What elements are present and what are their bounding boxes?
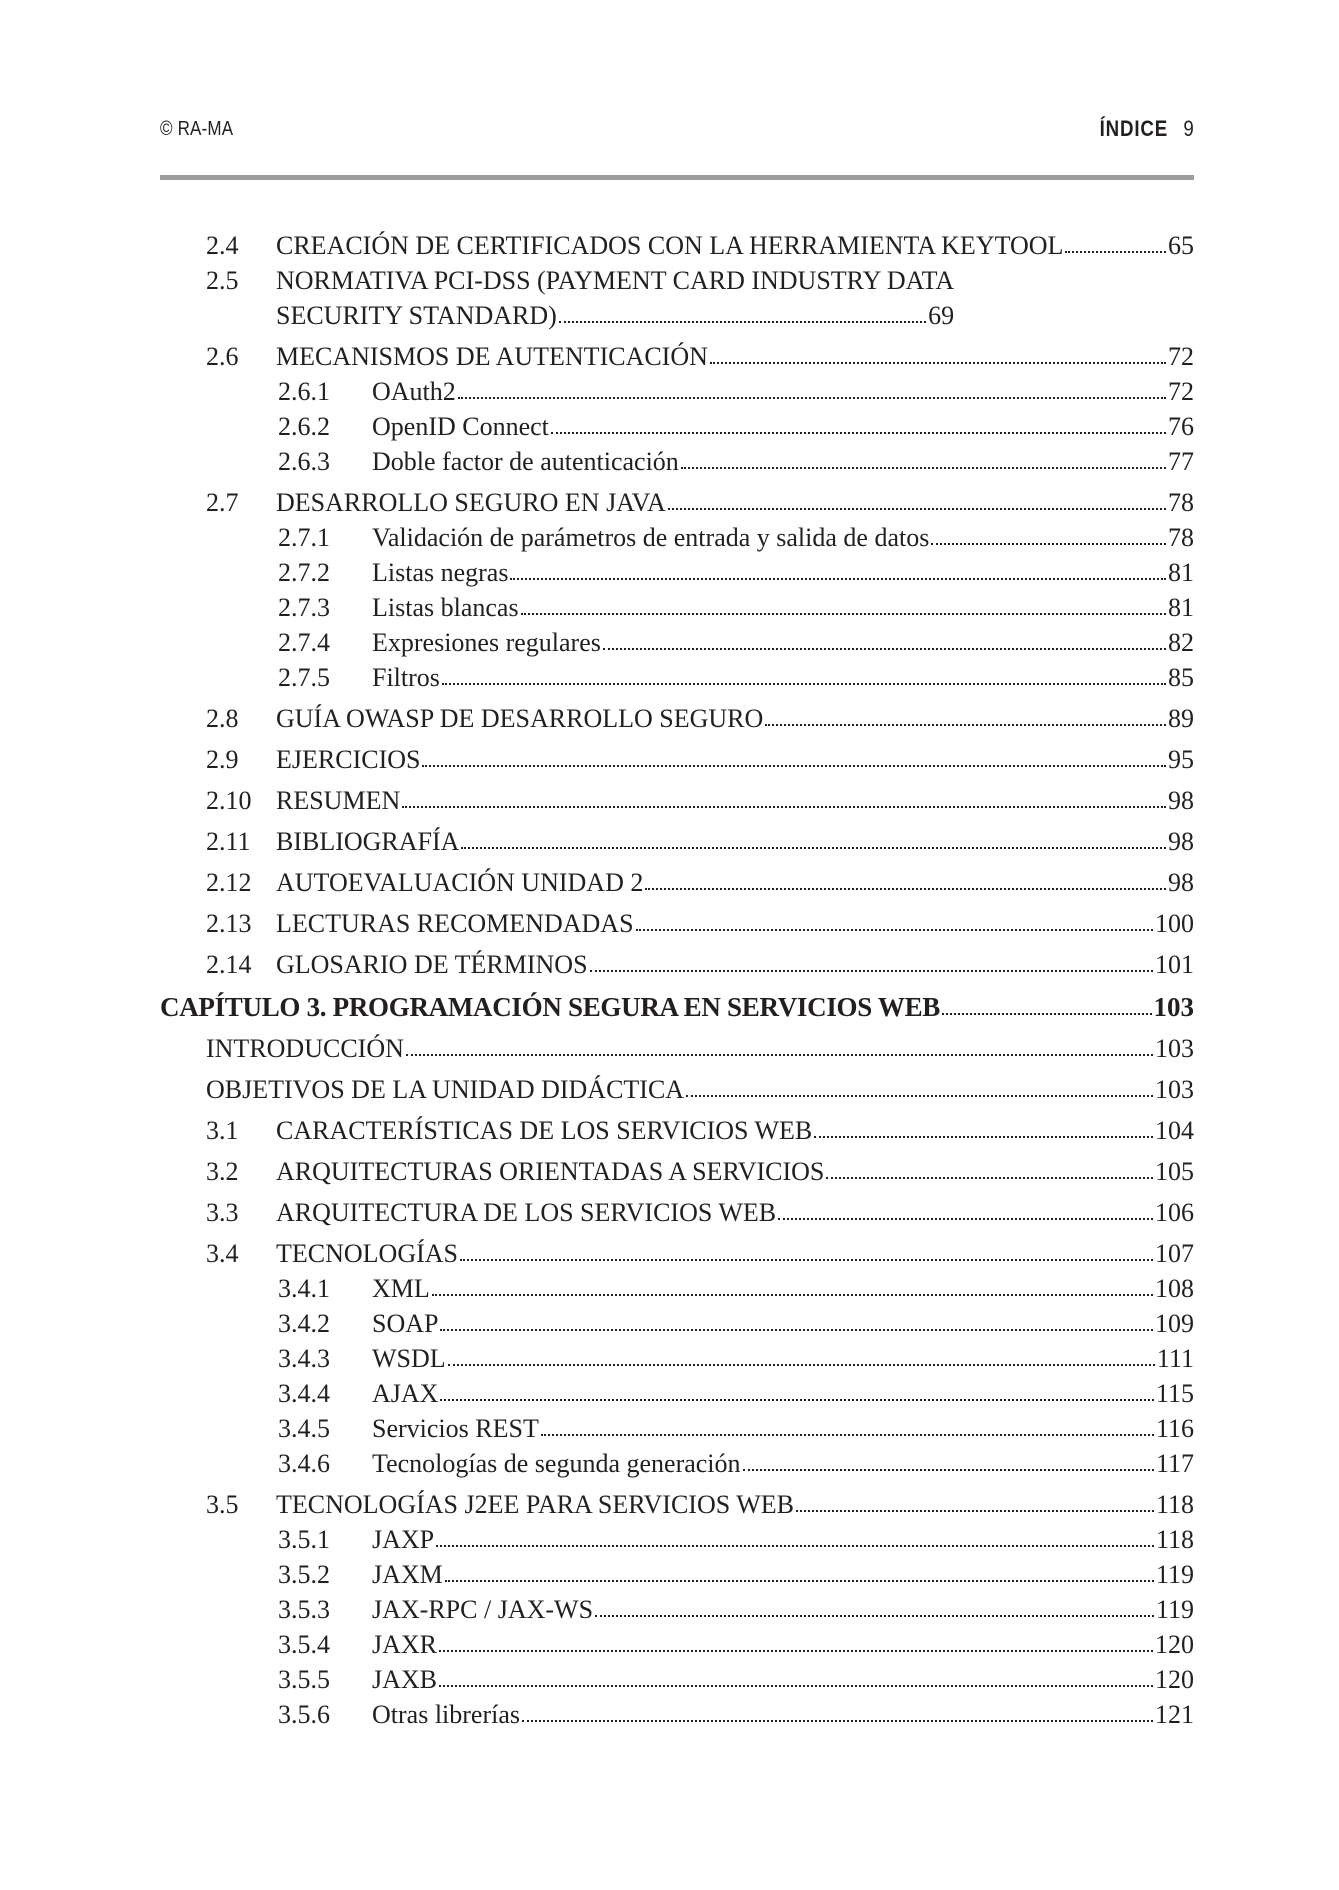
toc-entry bbox=[160, 1236, 1194, 1271]
dot-leader bbox=[743, 1469, 1154, 1471]
toc-entry-number: 3.4.5 bbox=[278, 1414, 330, 1443]
toc-entry bbox=[160, 1072, 1194, 1107]
dot-leader bbox=[668, 508, 1166, 510]
toc-entry-page: 103 bbox=[1153, 992, 1194, 1022]
dot-leader bbox=[931, 543, 1166, 545]
toc-entry-page: 105 bbox=[1155, 1157, 1194, 1186]
toc-entry-title: Servicios REST bbox=[372, 1414, 539, 1443]
toc-entry-number: 2.7.5 bbox=[278, 663, 330, 692]
toc-entry-number: 2.7.4 bbox=[278, 628, 330, 657]
toc-entry-number: 3.5 bbox=[206, 1490, 239, 1519]
toc-entry bbox=[160, 1411, 1194, 1446]
dot-leader bbox=[406, 1054, 1153, 1056]
toc-entry-number: 2.10 bbox=[206, 786, 252, 815]
toc-entry-title: LECTURAS RECOMENDADAS bbox=[276, 909, 634, 938]
toc-entry-number: 3.5.4 bbox=[278, 1630, 330, 1659]
toc-entry-title: EJERCICIOS bbox=[276, 745, 421, 774]
dot-leader bbox=[559, 321, 926, 323]
toc-entry-title: BIBLIOGRAFÍA bbox=[276, 827, 460, 856]
toc-entry-number: 3.5.3 bbox=[278, 1595, 330, 1624]
toc-entry bbox=[160, 485, 1194, 520]
toc-entry bbox=[160, 1592, 1194, 1627]
toc-entry-number: 2.14 bbox=[206, 950, 252, 979]
toc-entry-title: DESARROLLO SEGURO EN JAVA bbox=[276, 488, 666, 517]
toc-entry-title: JAXM bbox=[372, 1560, 443, 1589]
dot-leader bbox=[541, 1434, 1154, 1436]
toc-entry-title: NORMATIVA PCI-DSS (PAYMENT CARD INDUSTRY DATA bbox=[276, 266, 955, 295]
toc-entry-number: 2.7 bbox=[206, 488, 239, 517]
toc-entry-page: 121 bbox=[1155, 1700, 1194, 1729]
toc-entry-number: 3.1 bbox=[206, 1116, 239, 1145]
toc-entry-number: 2.7.3 bbox=[278, 593, 330, 622]
toc-entry bbox=[160, 1341, 1194, 1376]
toc-entry-title: INTRODUCCIÓN bbox=[206, 1034, 404, 1063]
toc-entry-title: OBJETIVOS DE LA UNIDAD DIDÁCTICA bbox=[206, 1075, 685, 1104]
toc-entry-number: 3.2 bbox=[206, 1157, 239, 1186]
toc-entry-page: 116 bbox=[1155, 1414, 1194, 1443]
dot-leader bbox=[522, 1720, 1153, 1722]
toc-entry-page: 77 bbox=[1168, 447, 1194, 476]
dot-leader bbox=[461, 847, 1166, 849]
dot-leader bbox=[521, 613, 1166, 615]
toc-entry-page: 82 bbox=[1168, 628, 1194, 657]
toc-entry-title: JAXR bbox=[372, 1630, 438, 1659]
toc-entry-number: 2.7.1 bbox=[278, 523, 330, 552]
dot-leader bbox=[590, 970, 1153, 972]
toc-entry-number: 3.4.1 bbox=[278, 1274, 330, 1303]
toc-entry bbox=[160, 339, 1194, 374]
section-title: ÍNDICE bbox=[1099, 116, 1169, 141]
toc-entry-title: RESUMEN bbox=[276, 786, 401, 815]
toc-entry-page: 78 bbox=[1168, 488, 1194, 517]
toc-entry bbox=[160, 660, 1194, 695]
toc-entry-title: CARACTERÍSTICAS DE LOS SERVICIOS WEB bbox=[276, 1116, 813, 1145]
toc-entry bbox=[160, 1306, 1194, 1341]
dot-leader bbox=[458, 397, 1166, 399]
toc-entry-title: OpenID Connect bbox=[372, 412, 549, 441]
toc-entry-number: 3.4.2 bbox=[278, 1309, 330, 1338]
toc-entry-page: 119 bbox=[1155, 1595, 1194, 1624]
toc-entry-title: Doble factor de autenticación bbox=[372, 447, 679, 476]
toc-entry-page: 95 bbox=[1168, 745, 1194, 774]
dot-leader bbox=[402, 806, 1166, 808]
dot-leader bbox=[440, 1399, 1154, 1401]
dot-leader bbox=[765, 724, 1166, 726]
toc-chapter bbox=[160, 990, 1194, 1025]
toc-entry bbox=[160, 783, 1194, 818]
dot-leader bbox=[636, 929, 1153, 931]
toc-entry-page: 117 bbox=[1155, 1449, 1194, 1478]
dot-leader bbox=[445, 1580, 1154, 1582]
toc-entry-number: 2.8 bbox=[206, 704, 239, 733]
toc-entry bbox=[160, 625, 1194, 660]
toc-entry-title: GLOSARIO DE TÉRMINOS bbox=[276, 950, 588, 979]
toc-entry-number: 3.4.6 bbox=[278, 1449, 330, 1478]
toc-entry-number: 2.11 bbox=[206, 827, 251, 856]
toc-entry-number: 3.5.5 bbox=[278, 1665, 330, 1694]
toc-entry-page: 118 bbox=[1155, 1525, 1194, 1554]
toc-entry-page: 76 bbox=[1168, 412, 1194, 441]
toc-entry-page: 85 bbox=[1168, 663, 1194, 692]
dot-leader bbox=[595, 1615, 1154, 1617]
toc-entry bbox=[160, 906, 1194, 941]
toc-entry-title: AJAX bbox=[372, 1379, 439, 1408]
toc-entry-page: 104 bbox=[1155, 1116, 1194, 1145]
dot-leader bbox=[442, 683, 1166, 685]
toc-entry-page: 106 bbox=[1155, 1198, 1194, 1227]
toc-entry bbox=[160, 1662, 1194, 1697]
toc-entry-page: 115 bbox=[1155, 1379, 1194, 1408]
toc-entry-number: 2.7.2 bbox=[278, 558, 330, 587]
toc-entry bbox=[160, 1113, 1194, 1148]
toc-entry bbox=[160, 1031, 1194, 1066]
toc-entry-page: 69 bbox=[928, 301, 955, 330]
dot-leader bbox=[439, 1685, 1153, 1687]
toc-entry bbox=[160, 1697, 1194, 1732]
table-of-contents bbox=[160, 228, 1194, 1732]
toc-entry-title: ARQUITECTURAS ORIENTADAS A SERVICIOS bbox=[276, 1157, 825, 1186]
toc-entry-page: 72 bbox=[1168, 377, 1194, 406]
toc-entry-title: GUÍA OWASP DE DESARROLLO SEGURO bbox=[276, 704, 764, 733]
toc-entry-page: 118 bbox=[1155, 1490, 1194, 1519]
toc-entry-title: SOAP bbox=[372, 1309, 439, 1338]
toc-entry-page: 101 bbox=[1155, 950, 1194, 979]
running-header bbox=[160, 112, 1194, 152]
toc-entry-number: 2.6.1 bbox=[278, 377, 330, 406]
toc-entry-page: 111 bbox=[1156, 1344, 1194, 1373]
toc-entry-number: 2.9 bbox=[206, 745, 239, 774]
toc-entry-page: 72 bbox=[1168, 342, 1194, 371]
toc-entry bbox=[160, 520, 1194, 555]
toc-entry-title: Validación de parámetros de entrada y salida de datos bbox=[372, 523, 930, 552]
dot-leader bbox=[603, 648, 1166, 650]
toc-entry-title: Tecnologías de segunda generación bbox=[372, 1449, 741, 1478]
dot-leader bbox=[778, 1218, 1153, 1220]
dot-leader bbox=[710, 362, 1166, 364]
toc-entry-page: 119 bbox=[1155, 1560, 1194, 1589]
toc-entry-title: TECNOLOGÍAS J2EE PARA SERVICIOS WEB bbox=[276, 1490, 794, 1519]
dot-leader bbox=[439, 1650, 1153, 1652]
toc-entry bbox=[160, 409, 1194, 444]
toc-entry-title: CAPÍTULO 3. PROGRAMACIÓN SEGURA EN SERVICIOS WEB bbox=[160, 992, 941, 1022]
page-number: 9 bbox=[1183, 116, 1194, 141]
toc-entry bbox=[160, 263, 1194, 333]
toc-entry-number: 3.5.2 bbox=[278, 1560, 330, 1589]
toc-entry-title: CREACIÓN DE CERTIFICADOS CON LA HERRAMIENTA KEYTOOL bbox=[276, 231, 1064, 260]
dot-leader bbox=[432, 1294, 1153, 1296]
dot-leader bbox=[440, 1329, 1153, 1331]
toc-entry bbox=[160, 1522, 1194, 1557]
toc-entry-title: WSDL bbox=[372, 1344, 446, 1373]
toc-entry-number: 2.6.2 bbox=[278, 412, 330, 441]
toc-entry-title: Filtros bbox=[372, 663, 440, 692]
toc-entry-page: 98 bbox=[1168, 868, 1194, 897]
toc-entry-title-cont: SECURITY STANDARD) bbox=[276, 301, 557, 330]
toc-entry-number: 3.3 bbox=[206, 1198, 239, 1227]
publisher-mark: © RA-MA bbox=[160, 118, 234, 140]
toc-entry bbox=[160, 1271, 1194, 1306]
dot-leader bbox=[551, 432, 1166, 434]
toc-entry-title: Expresiones regulares bbox=[372, 628, 601, 657]
toc-entry-title: Otras librerías bbox=[372, 1700, 521, 1729]
dot-leader bbox=[942, 1013, 1151, 1015]
dot-leader bbox=[422, 765, 1166, 767]
toc-entry-title: TECNOLOGÍAS bbox=[276, 1239, 458, 1268]
dot-leader bbox=[436, 1545, 1154, 1547]
dot-leader bbox=[460, 1259, 1153, 1261]
dot-leader bbox=[814, 1136, 1153, 1138]
toc-entry-page: 65 bbox=[1168, 231, 1194, 260]
toc-entry-page: 103 bbox=[1155, 1075, 1194, 1104]
toc-entry-number: 2.12 bbox=[206, 868, 252, 897]
toc-entry-page: 120 bbox=[1155, 1665, 1194, 1694]
toc-entry bbox=[160, 228, 1194, 263]
toc-entry bbox=[160, 555, 1194, 590]
toc-entry-number: 2.4 bbox=[206, 231, 239, 260]
toc-entry bbox=[160, 1627, 1194, 1662]
toc-entry-number: 2.5 bbox=[206, 266, 239, 295]
toc-entry-number: 3.4.4 bbox=[278, 1379, 330, 1408]
toc-entry-number: 3.4.3 bbox=[278, 1344, 330, 1373]
toc-entry-number: 2.6.3 bbox=[278, 447, 330, 476]
toc-entry bbox=[160, 1154, 1194, 1189]
toc-entry bbox=[160, 701, 1194, 736]
toc-entry-title: Listas negras bbox=[372, 558, 509, 587]
toc-entry-page: 98 bbox=[1168, 827, 1194, 856]
toc-entry-number: 2.6 bbox=[206, 342, 239, 371]
header-rule bbox=[160, 175, 1194, 180]
dot-leader bbox=[645, 888, 1166, 890]
toc-entry bbox=[160, 742, 1194, 777]
toc-entry bbox=[160, 1557, 1194, 1592]
toc-entry-title: OAuth2 bbox=[372, 377, 456, 406]
toc-entry-title: JAX-RPC / JAX-WS bbox=[372, 1595, 594, 1624]
toc-entry-page: 98 bbox=[1168, 786, 1194, 815]
toc-entry bbox=[160, 1376, 1194, 1411]
toc-entry-page: 89 bbox=[1168, 704, 1194, 733]
toc-entry-page: 78 bbox=[1168, 523, 1194, 552]
toc-entry-page: 100 bbox=[1155, 909, 1194, 938]
toc-entry-title: XML bbox=[372, 1274, 430, 1303]
toc-entry-page: 107 bbox=[1155, 1239, 1194, 1268]
toc-entry-title: AUTOEVALUACIÓN UNIDAD 2 bbox=[276, 868, 644, 897]
toc-entry-page: 103 bbox=[1155, 1034, 1194, 1063]
toc-entry-title: MECANISMOS DE AUTENTICACIÓN bbox=[276, 342, 708, 371]
dot-leader bbox=[510, 578, 1166, 580]
toc-entry bbox=[160, 374, 1194, 409]
toc-entry-page: 108 bbox=[1155, 1274, 1194, 1303]
toc-entry bbox=[160, 947, 1194, 982]
section-heading bbox=[1100, 116, 1194, 142]
dot-leader bbox=[1065, 251, 1166, 253]
toc-entry-number: 3.4 bbox=[206, 1239, 239, 1268]
toc-entry bbox=[160, 1487, 1194, 1522]
toc-entry-number: 2.13 bbox=[206, 909, 252, 938]
toc-entry-title: JAXP bbox=[372, 1525, 435, 1554]
dot-leader bbox=[686, 1095, 1153, 1097]
toc-entry bbox=[160, 444, 1194, 479]
toc-entry-title: Listas blancas bbox=[372, 593, 519, 622]
dot-leader bbox=[826, 1177, 1153, 1179]
toc-entry-number: 3.5.1 bbox=[278, 1525, 330, 1554]
toc-entry bbox=[160, 590, 1194, 625]
toc-entry bbox=[160, 1195, 1194, 1230]
toc-entry bbox=[160, 824, 1194, 859]
dot-leader bbox=[681, 467, 1166, 469]
dot-leader bbox=[448, 1364, 1155, 1366]
dot-leader bbox=[796, 1510, 1154, 1512]
toc-entry-number: 3.5.6 bbox=[278, 1700, 330, 1729]
toc-entry-title: JAXB bbox=[372, 1665, 438, 1694]
toc-entry-page: 81 bbox=[1168, 558, 1194, 587]
toc-entry-title: ARQUITECTURA DE LOS SERVICIOS WEB bbox=[276, 1198, 777, 1227]
toc-entry-page: 81 bbox=[1168, 593, 1194, 622]
toc-entry bbox=[160, 1446, 1194, 1481]
toc-entry-page: 120 bbox=[1155, 1630, 1194, 1659]
toc-entry bbox=[160, 865, 1194, 900]
toc-entry-page: 109 bbox=[1155, 1309, 1194, 1338]
